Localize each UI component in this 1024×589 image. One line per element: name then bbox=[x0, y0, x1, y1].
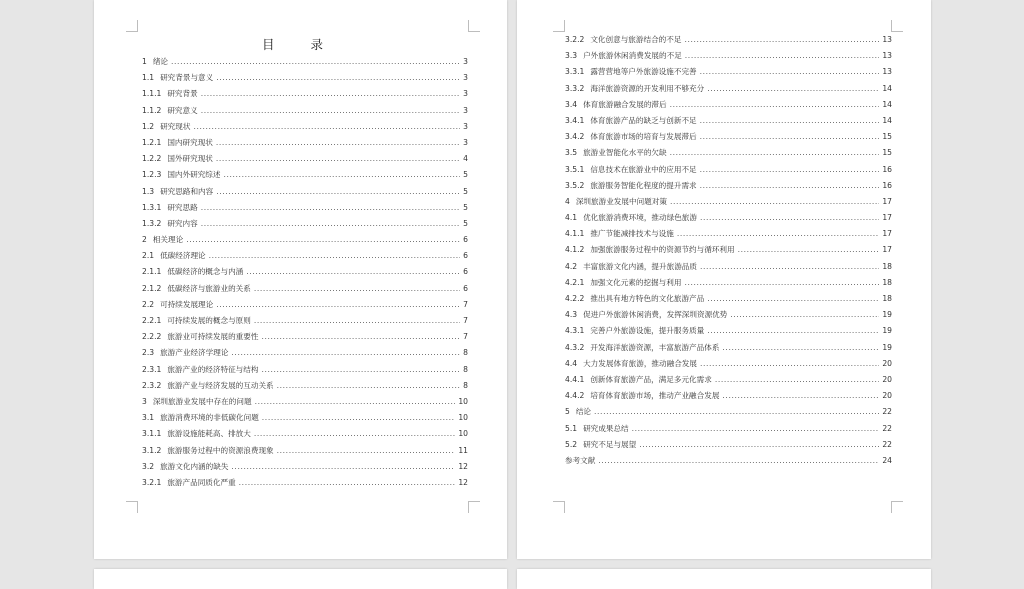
toc-entry[interactable] bbox=[142, 410, 468, 426]
toc-entry[interactable] bbox=[565, 307, 892, 323]
toc-entry[interactable] bbox=[142, 459, 468, 475]
toc-entry-number: 2.3 bbox=[142, 348, 155, 358]
toc-entry-page-number: 20 bbox=[882, 374, 892, 384]
toc-dot-leader bbox=[685, 48, 880, 64]
toc-entry-number: 2.2.1 bbox=[142, 316, 162, 325]
toc-entry-title: 旅游产业经济学理论 bbox=[160, 348, 229, 358]
toc-entry-page-number: 24 bbox=[882, 455, 892, 465]
toc-dot-leader bbox=[223, 167, 460, 183]
toc-dot-leader bbox=[670, 194, 879, 210]
toc-entry-title: 创新体育旅游产品，满足多元化需求 bbox=[590, 374, 712, 384]
toc-dot-leader bbox=[715, 372, 880, 388]
toc-dot-leader bbox=[594, 404, 879, 420]
toc-entry-page-number: 22 bbox=[882, 423, 892, 433]
toc-entry-number: 1.2.2 bbox=[142, 154, 162, 164]
toc-entry[interactable] bbox=[142, 264, 468, 280]
toc-dot-leader bbox=[216, 297, 460, 313]
toc-entry-number: 3.2.2 bbox=[565, 35, 585, 44]
toc-dot-leader bbox=[707, 81, 879, 97]
toc-entry-number: 5.2 bbox=[565, 439, 578, 449]
toc-entry[interactable] bbox=[142, 475, 468, 491]
toc-entry-page-number: 14 bbox=[882, 83, 892, 93]
toc-dot-leader bbox=[722, 340, 879, 356]
toc-entry-page-number: 18 bbox=[882, 277, 892, 287]
document-page-4 bbox=[517, 569, 931, 589]
toc-dot-leader bbox=[231, 459, 455, 475]
toc-dot-leader bbox=[277, 443, 456, 459]
toc-entry-page-number: 19 bbox=[882, 310, 892, 320]
toc-entry-page-number: 18 bbox=[882, 261, 892, 271]
toc-dot-leader bbox=[201, 200, 460, 216]
toc-entry-number: 1.2.1 bbox=[142, 137, 162, 147]
toc-entry-page-number: 22 bbox=[882, 407, 892, 417]
toc-entry[interactable] bbox=[142, 248, 468, 264]
toc-dot-leader bbox=[171, 54, 460, 70]
toc-entry-title: 旅游服务过程中的资源浪费现象 bbox=[167, 445, 274, 455]
toc-entry-title: 旅游文化内涵的缺失 bbox=[160, 461, 229, 471]
document-page-1 bbox=[94, 0, 507, 559]
toc-entry-page-number: 18 bbox=[882, 294, 892, 303]
toc-entry-page-number: 13 bbox=[882, 51, 892, 61]
toc-entry-title: 旅游设施能耗高、排放大 bbox=[167, 429, 251, 439]
toc-entry-title: 体育旅游产品的缺乏与创新不足 bbox=[590, 115, 697, 125]
toc-entry[interactable] bbox=[565, 162, 892, 178]
toc-dot-leader bbox=[231, 345, 460, 361]
toc-entry-title: 旅游产业的经济特征与结构 bbox=[167, 364, 259, 374]
toc-dot-leader bbox=[201, 86, 460, 102]
toc-entry[interactable] bbox=[142, 119, 468, 135]
toc-dot-leader bbox=[246, 264, 460, 280]
toc-entry-number: 3.5 bbox=[565, 148, 578, 158]
toc-entry-number: 1.1.1 bbox=[142, 89, 162, 99]
toc-entry-title: 旅游服务智能化程度的提升需求 bbox=[590, 180, 697, 190]
toc-entry-title: 露营营地等户外旅游设施不完善 bbox=[590, 67, 697, 77]
toc-entry-number: 1.3.2 bbox=[142, 218, 162, 228]
toc-entry-title: 研究意义 bbox=[167, 105, 198, 115]
toc-entry-title: 海洋旅游资源的开发利用不够充分 bbox=[590, 83, 705, 93]
toc-entry[interactable] bbox=[565, 97, 892, 113]
toc-entry-page-number: 7 bbox=[463, 332, 468, 342]
toc-dot-leader bbox=[201, 103, 460, 119]
toc-entry[interactable] bbox=[565, 145, 892, 161]
toc-entry-title: 低碳经济理论 bbox=[160, 251, 206, 261]
toc-entry-number: 2 bbox=[142, 235, 147, 245]
toc-dot-leader bbox=[700, 162, 880, 178]
toc-entry-number: 4.3.2 bbox=[565, 342, 585, 352]
toc-entry[interactable] bbox=[565, 113, 892, 129]
toc-entry[interactable] bbox=[142, 184, 468, 200]
toc-dot-leader bbox=[193, 119, 460, 135]
toc-entry-title: 加强旅游服务过程中的资源节约与循环利用 bbox=[590, 245, 735, 255]
toc-entry-page-number: 12 bbox=[458, 461, 468, 471]
toc-dot-leader bbox=[700, 210, 879, 226]
toc-entry-title: 丰富旅游文化内涵，提升旅游品质 bbox=[583, 261, 697, 271]
toc-entry-number: 3.2 bbox=[142, 461, 155, 471]
toc-entry-page-number: 10 bbox=[458, 413, 468, 423]
toc-entry-page-number: 5 bbox=[463, 170, 468, 180]
toc-entry-number: 1 bbox=[142, 57, 147, 66]
toc-entry-page-number: 8 bbox=[463, 364, 468, 374]
toc-entry-number: 3.1.1 bbox=[142, 429, 162, 439]
toc-entry[interactable] bbox=[565, 226, 892, 242]
toc-entry-page-number: 3 bbox=[463, 137, 468, 147]
toc-entry-title: 研究背景与意义 bbox=[160, 73, 214, 83]
toc-entry-title: 研究思路和内容 bbox=[160, 186, 214, 196]
toc-entry-number: 3.1.2 bbox=[142, 445, 162, 455]
toc-entry[interactable] bbox=[142, 86, 468, 102]
toc-entry-title: 开发海洋旅游资源，丰富旅游产品体系 bbox=[590, 342, 720, 352]
margin-corner-mark bbox=[468, 20, 480, 32]
toc-entry[interactable] bbox=[565, 356, 892, 372]
toc-entry[interactable] bbox=[565, 275, 892, 291]
toc-entry[interactable] bbox=[565, 340, 892, 356]
toc-entry-number: 2.2 bbox=[142, 299, 155, 309]
toc-entry-number: 3.3.2 bbox=[565, 83, 585, 93]
toc-entry-number: 1.2 bbox=[142, 121, 155, 131]
toc-dot-leader bbox=[239, 475, 456, 491]
toc-entry[interactable] bbox=[142, 362, 468, 378]
toc-entry-title: 低碳经济与旅游业的关系 bbox=[167, 283, 251, 293]
toc-entry-number: 2.3.1 bbox=[142, 364, 162, 374]
toc-entry-title: 研究成果总结 bbox=[583, 423, 629, 433]
toc-entry-page-number: 5 bbox=[463, 202, 468, 212]
toc-entry[interactable] bbox=[565, 259, 892, 275]
toc-entry-page-number: 7 bbox=[463, 299, 468, 309]
toc-entry-number: 4.2.2 bbox=[565, 294, 585, 303]
toc-entry-title: 可持续发展理论 bbox=[160, 299, 214, 309]
toc-entry-title: 深圳旅游业发展中存在的问题 bbox=[152, 396, 252, 406]
toc-entry[interactable] bbox=[142, 378, 468, 394]
toc-entry-page-number: 17 bbox=[882, 196, 892, 206]
margin-corner-mark bbox=[553, 501, 565, 513]
toc-dot-leader bbox=[254, 313, 460, 329]
toc-entry[interactable] bbox=[565, 453, 892, 469]
toc-dot-leader bbox=[277, 378, 461, 394]
toc-list bbox=[142, 54, 468, 491]
toc-entry-page-number: 6 bbox=[463, 251, 468, 261]
toc-entry-page-number: 16 bbox=[882, 164, 892, 174]
toc-entry-page-number: 4 bbox=[463, 154, 468, 164]
toc-entry[interactable] bbox=[142, 394, 468, 410]
toc-entry-title: 可持续发展的概念与原则 bbox=[167, 316, 251, 325]
margin-corner-mark bbox=[891, 20, 903, 32]
toc-entry-number: 1.1 bbox=[142, 73, 155, 83]
toc-entry-title: 信息技术在旅游业中的应用不足 bbox=[590, 164, 697, 174]
toc-entry[interactable] bbox=[565, 81, 892, 97]
toc-entry-number: 4.4.2 bbox=[565, 391, 585, 401]
toc-entry-page-number: 22 bbox=[882, 439, 892, 449]
toc-entry[interactable] bbox=[142, 329, 468, 345]
toc-entry[interactable] bbox=[565, 291, 892, 307]
toc-dot-leader bbox=[677, 226, 879, 242]
toc-entry-number: 2.1.1 bbox=[142, 267, 162, 277]
toc-entry-number: 3.1 bbox=[142, 413, 155, 423]
toc-entry[interactable] bbox=[142, 151, 468, 167]
toc-entry[interactable] bbox=[565, 323, 892, 339]
toc-entry-title: 国内外研究综述 bbox=[167, 170, 221, 180]
document-page-3 bbox=[94, 569, 507, 589]
toc-entry-number: 4.2.1 bbox=[565, 277, 585, 287]
toc-entry-number: 4.4 bbox=[565, 358, 578, 368]
toc-entry-title: 国外研究现状 bbox=[167, 154, 213, 164]
toc-entry[interactable] bbox=[142, 345, 468, 361]
toc-entry-page-number: 6 bbox=[463, 235, 468, 245]
toc-entry-page-number: 19 bbox=[882, 326, 892, 336]
toc-entry-number: 2.1.2 bbox=[142, 283, 162, 293]
toc-entry-page-number: 17 bbox=[882, 245, 892, 255]
toc-entry-number: 3.3.1 bbox=[565, 67, 585, 77]
toc-entry[interactable] bbox=[565, 178, 892, 194]
toc-entry-number: 3.2.1 bbox=[142, 477, 162, 487]
toc-entry-title: 旅游业智能化水平的欠缺 bbox=[583, 148, 667, 158]
toc-entry[interactable] bbox=[565, 32, 892, 48]
toc-entry-title: 推广节能减排技术与设施 bbox=[590, 229, 674, 239]
toc-entry[interactable] bbox=[142, 443, 468, 459]
toc-entry-number: 5.1 bbox=[565, 423, 578, 433]
toc-entry-title: 研究不足与展望 bbox=[583, 439, 637, 449]
toc-entry[interactable] bbox=[565, 437, 892, 453]
toc-entry-title: 培育体育旅游市场，推动产业融合发展 bbox=[590, 391, 720, 401]
toc-dot-leader bbox=[700, 113, 880, 129]
toc-entry-page-number: 8 bbox=[463, 348, 468, 358]
toc-dot-leader bbox=[700, 64, 880, 80]
toc-entry-page-number: 12 bbox=[458, 477, 468, 487]
toc-entry-title: 研究思路 bbox=[167, 202, 198, 212]
toc-entry-page-number: 14 bbox=[882, 99, 892, 109]
toc-entry[interactable] bbox=[142, 135, 468, 151]
toc-entry-title: 优化旅游消费环境，推动绿色旅游 bbox=[583, 213, 697, 223]
toc-entry-page-number: 20 bbox=[882, 391, 892, 401]
toc-entry-title: 体育旅游融合发展的滞后 bbox=[583, 99, 667, 109]
toc-dot-leader bbox=[186, 232, 460, 248]
toc-entry-number: 1.2.3 bbox=[142, 170, 162, 180]
toc-entry-title: 研究现状 bbox=[160, 121, 191, 131]
toc-entry[interactable] bbox=[565, 129, 892, 145]
toc-entry[interactable] bbox=[565, 404, 892, 420]
toc-dot-leader bbox=[254, 426, 455, 442]
toc-entry-title: 加强文化元素的挖掘与利用 bbox=[590, 277, 682, 287]
toc-entry[interactable] bbox=[142, 167, 468, 183]
toc-entry-number: 3.5.2 bbox=[565, 180, 585, 190]
toc-entry[interactable] bbox=[142, 54, 468, 70]
toc-entry[interactable] bbox=[565, 388, 892, 404]
toc-dot-leader bbox=[209, 248, 461, 264]
toc-entry[interactable] bbox=[142, 426, 468, 442]
toc-list bbox=[565, 32, 892, 469]
toc-entry-page-number: 8 bbox=[463, 380, 468, 390]
toc-entry-number: 3.5.1 bbox=[565, 164, 585, 174]
toc-entry-title: 深圳旅游业发展中问题对策 bbox=[575, 196, 667, 206]
toc-entry-number: 4.1.2 bbox=[565, 245, 585, 255]
toc-dot-leader bbox=[670, 145, 880, 161]
toc-entry-page-number: 7 bbox=[463, 316, 468, 325]
toc-dot-leader bbox=[738, 242, 880, 258]
toc-entry-number: 1.1.2 bbox=[142, 105, 162, 115]
toc-entry-title: 户外旅游休闲消费发展的不足 bbox=[583, 51, 682, 61]
toc-entry[interactable] bbox=[565, 194, 892, 210]
toc-entry-number: 2.2.2 bbox=[142, 332, 162, 342]
toc-entry[interactable] bbox=[565, 421, 892, 437]
toc-entry-title: 相关理论 bbox=[152, 235, 184, 245]
toc-entry-page-number: 16 bbox=[882, 180, 892, 190]
toc-entry-title: 国内研究现状 bbox=[167, 137, 213, 147]
toc-entry[interactable] bbox=[565, 372, 892, 388]
toc-dot-leader bbox=[700, 178, 880, 194]
toc-entry[interactable] bbox=[565, 210, 892, 226]
toc-dot-leader bbox=[201, 216, 460, 232]
toc-dot-leader bbox=[255, 394, 456, 410]
document-page-2 bbox=[517, 0, 931, 559]
toc-entry[interactable] bbox=[142, 70, 468, 86]
toc-dot-leader bbox=[632, 421, 880, 437]
toc-entry-number: 4.2 bbox=[565, 261, 578, 271]
toc-entry-page-number: 3 bbox=[463, 73, 468, 83]
toc-entry-title: 体育旅游市场的培育与发展滞后 bbox=[590, 132, 697, 142]
toc-entry-page-number: 10 bbox=[458, 396, 468, 406]
margin-corner-mark bbox=[468, 501, 480, 513]
toc-entry-number: 4.3 bbox=[565, 310, 578, 320]
margin-corner-mark bbox=[126, 20, 138, 32]
toc-dot-leader bbox=[262, 410, 456, 426]
margin-corner-mark bbox=[126, 501, 138, 513]
toc-dot-leader bbox=[216, 184, 460, 200]
toc-entry-page-number: 14 bbox=[882, 115, 892, 125]
toc-dot-leader bbox=[261, 362, 460, 378]
toc-entry-page-number: 10 bbox=[458, 429, 468, 439]
toc-entry[interactable] bbox=[565, 242, 892, 258]
toc-entry-page-number: 6 bbox=[463, 283, 468, 293]
toc-entry-title: 绪论 bbox=[152, 57, 169, 66]
toc-entry[interactable] bbox=[565, 48, 892, 64]
toc-entry-number: 3.4.1 bbox=[565, 115, 585, 125]
toc-entry-number: 4.1.1 bbox=[565, 229, 585, 239]
toc-entry-page-number: 17 bbox=[882, 229, 892, 239]
toc-entry-title: 推出具有地方特色的文化旅游产品 bbox=[590, 294, 705, 303]
toc-entry[interactable] bbox=[142, 216, 468, 232]
toc-dot-leader bbox=[670, 97, 880, 113]
toc-entry[interactable] bbox=[565, 64, 892, 80]
toc-entry-title: 参考文献 bbox=[565, 455, 596, 465]
toc-dot-leader bbox=[598, 453, 879, 469]
toc-entry-title: 文化创意与旅游结合的不足 bbox=[590, 35, 682, 44]
toc-dot-leader bbox=[216, 70, 460, 86]
toc-entry-title: 结论 bbox=[575, 407, 592, 417]
toc-entry-page-number: 13 bbox=[882, 35, 892, 44]
toc-entry-title: 完善户外旅游设施，提升服务质量 bbox=[590, 326, 705, 336]
toc-entry-number: 3.3 bbox=[565, 51, 578, 61]
toc-entry-number: 3 bbox=[142, 396, 147, 406]
toc-entry[interactable] bbox=[142, 313, 468, 329]
toc-entry-page-number: 3 bbox=[463, 89, 468, 99]
toc-entry[interactable] bbox=[142, 297, 468, 313]
toc-entry-title: 促进户外旅游休闲消费，发挥深圳资源优势 bbox=[583, 310, 728, 320]
margin-corner-mark bbox=[553, 20, 565, 32]
toc-entry-page-number: 15 bbox=[882, 132, 892, 142]
toc-entry-number: 3.4 bbox=[565, 99, 578, 109]
toc-dot-leader bbox=[707, 323, 879, 339]
toc-entry-title: 低碳经济的概念与内涵 bbox=[167, 267, 244, 277]
toc-entry-page-number: 3 bbox=[463, 57, 468, 66]
toc-dot-leader bbox=[730, 307, 879, 323]
toc-entry-number: 4.1 bbox=[565, 213, 578, 223]
toc-entry-number: 4.4.1 bbox=[565, 374, 585, 384]
toc-entry[interactable] bbox=[142, 103, 468, 119]
toc-dot-leader bbox=[684, 275, 879, 291]
toc-entry-page-number: 15 bbox=[882, 148, 892, 158]
toc-entry-page-number: 5 bbox=[463, 218, 468, 228]
toc-dot-leader bbox=[722, 388, 879, 404]
toc-dot-leader bbox=[216, 151, 460, 167]
margin-corner-mark bbox=[891, 501, 903, 513]
toc-entry-number: 3.4.2 bbox=[565, 132, 585, 142]
toc-dot-leader bbox=[700, 259, 879, 275]
toc-dot-leader bbox=[639, 437, 879, 453]
toc-entry[interactable] bbox=[142, 200, 468, 216]
toc-entry-number: 2.1 bbox=[142, 251, 155, 261]
toc-entry-number: 1.3.1 bbox=[142, 202, 162, 212]
toc-entry-number: 1.3 bbox=[142, 186, 155, 196]
toc-entry-page-number: 6 bbox=[463, 267, 468, 277]
toc-dot-leader bbox=[216, 135, 460, 151]
toc-entry-title: 旅游业可持续发展的重要性 bbox=[167, 332, 259, 342]
toc-entry-page-number: 20 bbox=[882, 358, 892, 368]
toc-dot-leader bbox=[684, 32, 879, 48]
toc-dot-leader bbox=[254, 281, 460, 297]
toc-dot-leader bbox=[700, 129, 880, 145]
toc-entry-title: 大力发展体育旅游，推动融合发展 bbox=[583, 358, 697, 368]
toc-dot-leader bbox=[707, 291, 879, 307]
toc-entry-page-number: 19 bbox=[882, 342, 892, 352]
toc-entry-title: 旅游产业与经济发展的互动关系 bbox=[167, 380, 274, 390]
toc-entry[interactable] bbox=[142, 281, 468, 297]
toc-entry-number: 4 bbox=[565, 196, 570, 206]
toc-entry-title: 研究背景 bbox=[167, 89, 198, 99]
toc-entry-number: 2.3.2 bbox=[142, 380, 162, 390]
toc-entry-page-number: 3 bbox=[463, 105, 468, 115]
toc-entry-page-number: 17 bbox=[882, 213, 892, 223]
toc-entry-title: 旅游消费环境的非低碳化问题 bbox=[160, 413, 259, 423]
toc-entry-number: 4.3.1 bbox=[565, 326, 585, 336]
toc-entry[interactable] bbox=[142, 232, 468, 248]
toc-entry-number: 5 bbox=[565, 407, 570, 417]
toc-entry-title: 旅游产品同质化严重 bbox=[167, 477, 236, 487]
toc-dot-leader bbox=[700, 356, 879, 372]
toc-entry-page-number: 13 bbox=[882, 67, 892, 77]
toc-entry-title: 研究内容 bbox=[167, 218, 198, 228]
toc-entry-page-number: 11 bbox=[458, 445, 468, 455]
toc-entry-page-number: 3 bbox=[463, 121, 468, 131]
toc-entry-page-number: 5 bbox=[463, 186, 468, 196]
toc-title: 目 录 bbox=[262, 37, 339, 52]
toc-dot-leader bbox=[261, 329, 460, 345]
